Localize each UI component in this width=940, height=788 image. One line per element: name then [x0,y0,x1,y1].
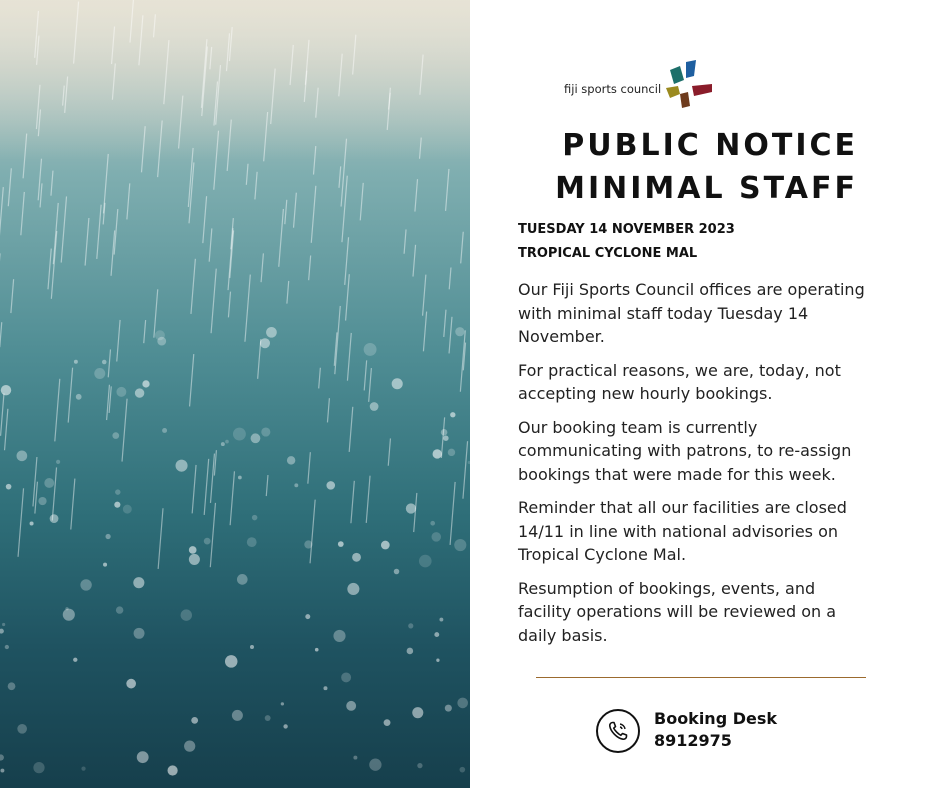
rain-streak [309,255,311,280]
splash-droplet [2,623,5,626]
rain-streak [158,508,163,569]
splash-droplet [50,514,59,523]
splash-droplet [133,577,144,588]
rain-streak [8,168,11,206]
rain-streak [347,333,351,381]
splash-droplet [443,436,448,441]
splash-droplet [281,702,284,705]
rain-streak [287,281,289,304]
splash-droplet [0,769,4,773]
splash-droplet [441,429,448,436]
splash-droplet [326,481,335,490]
rain-streak [190,354,194,406]
splash-droplet [189,546,197,554]
rain-streak [255,172,257,200]
splash-droplet [221,442,225,446]
rain-streak [461,232,464,264]
rain-streak [308,452,311,483]
splash-droplet [370,402,379,411]
splash-droplet [56,460,60,464]
rain-streak [444,310,446,337]
splash-droplet [352,553,361,562]
splash-droplet [455,327,464,336]
splash-droplet [369,759,381,771]
rain-streak [345,237,349,285]
rain-streak [71,479,75,530]
splash-droplet [8,682,16,690]
title-line-2: MINIMAL STAFF [555,171,858,206]
divider [536,677,866,678]
rain-streak [423,312,426,352]
splash-droplet [0,754,4,760]
rain-streak [52,467,56,520]
splash-droplet [0,629,4,634]
paragraph-4: Reminder that all our facilities are closed 14/11 in line with national advisories on Tropical Cyclone Mal. [518,498,847,564]
notice-event: TROPICAL CYCLONE MAL [518,246,698,261]
rain-streak [360,183,363,221]
rain-streak [51,231,56,299]
rain-streak [414,493,417,532]
splash-droplet [394,569,400,575]
logo-text: fiji sports council [564,82,662,96]
splash-droplet [431,532,441,542]
splash-droplet [134,628,145,639]
splash-droplet [5,645,9,649]
splash-droplet [112,432,119,439]
splash-droplet [448,449,455,456]
splash-droplet [126,679,136,689]
rain-streak [463,441,468,499]
splash-droplet [381,541,390,550]
rain-streak [117,320,120,362]
splash-droplet [181,609,192,620]
splash-droplet [225,655,238,668]
splash-droplet [353,756,357,760]
splash-droplet [417,763,422,768]
splash-droplet [123,505,132,514]
splash-droplet [38,497,46,505]
rain-streak [319,368,321,389]
paragraph-1: Our Fiji Sports Council offices are operating with minimal staff today Tuesday 14 November. [518,280,865,346]
splash-droplet [184,741,195,752]
splash-droplet [459,767,465,773]
fiji-sports-council-logo [564,58,724,112]
splash-droplet [115,489,120,494]
notice-title [555,124,858,210]
splash-droplet [237,574,248,585]
splash-droplet [44,478,54,488]
rain-streak [279,209,284,267]
rain-streak [413,245,416,277]
splash-droplet [305,614,310,619]
rain-streak [285,200,287,224]
rain-streak [35,482,38,514]
rain-streak [18,488,23,556]
splash-droplet [407,648,414,655]
booking-desk-number[interactable]: 8912975 [654,731,732,750]
paragraph-2: For practical reasons, we are, today, not accepting new hourly bookings. [518,360,841,403]
splash-droplet [450,412,455,417]
splash-droplet [63,609,75,621]
rain-streak [450,482,455,545]
splash-droplet [436,659,439,662]
paragraph-3: Our booking team is currently communicating with patrons, to re-assign bookings that were made for this week. [518,417,852,484]
splash-droplet [103,563,107,567]
rain-streak [0,187,3,236]
splash-droplet [191,717,198,724]
rain-streak [203,196,207,243]
splash-droplet [225,440,229,444]
splash-droplet [408,623,413,628]
splash-droplet [433,449,442,458]
rain-streak [1,393,4,436]
rain-streak [68,368,72,423]
splash-droplet [333,630,345,642]
rain-streak [423,275,426,316]
rain-streak [51,171,53,196]
rain-streak [191,259,195,314]
rain-streak [366,476,370,523]
rain-streak [40,183,42,207]
splash-droplet [457,698,468,709]
splash-droplet [250,645,254,649]
splash-droplet [137,751,149,763]
splash-droplet [176,460,188,472]
splash-droplet [266,327,277,338]
rain-streak [404,229,406,253]
splash-droplet [155,330,165,340]
splash-droplet [283,724,287,728]
splash-droplet [238,476,242,480]
rain-streak [61,196,66,262]
splash-droplet [105,534,110,539]
splash-droplet [304,540,312,548]
rain-streak [127,183,130,219]
booking-desk-label: Booking Desk [654,709,778,728]
splash-droplet [430,521,435,526]
splash-droplet [439,618,443,622]
rain-streak [369,368,372,402]
splash-droplet [412,707,423,718]
rain-streak [230,471,234,525]
splash-droplet [406,503,416,513]
rain-streak [144,320,146,343]
rain-streak [311,186,316,243]
splash-droplet [315,648,319,652]
splash-droplet [65,607,68,610]
rain-streak [192,465,196,513]
splash-droplet [167,765,177,775]
splash-droplet [392,378,403,389]
notice-body [518,278,873,657]
rain-streak [209,228,212,261]
splash-droplet [74,360,78,364]
rain-streak [266,475,268,496]
splash-droplet [1,385,11,395]
rain-streak [449,317,452,354]
rain-streak [0,322,2,347]
rain-streak [5,409,8,450]
rain-streak [339,166,341,187]
splash-droplet [252,515,257,520]
splash-droplet [81,766,85,770]
rain-streak [85,218,89,266]
rain-streak [154,289,158,337]
splash-droplet [261,427,270,436]
rain-streak [108,349,110,377]
splash-droplet [341,672,351,682]
rain-streak [210,503,215,567]
splash-droplet [294,483,298,487]
splash-droplet [419,555,432,568]
splash-droplet [162,428,167,433]
splash-droplet [232,710,243,721]
splash-droplet [323,686,327,690]
rain-streak [210,454,214,503]
splash-droplet [116,387,126,397]
splash-droplet [247,537,257,547]
rain-streak [246,164,248,185]
splash-droplet [17,724,27,734]
phone-icon [596,709,640,753]
rain-streak [261,253,263,282]
notice-date: TUESDAY 14 NOVEMBER 2023 [518,222,735,237]
splash-droplet [73,658,77,662]
splash-droplet [6,484,12,490]
splash-droplet [189,554,200,565]
rain-streak [122,399,127,462]
notice-panel [470,0,940,788]
rain-streak [446,169,449,211]
rain-streak [245,275,250,342]
phone-glyph-icon [606,719,630,743]
rain-streak [310,500,315,564]
splash-droplet [347,583,359,595]
splash-droplet [135,388,144,397]
rain-streak [107,385,110,420]
splash-droplet [33,762,44,773]
splash-droplet [233,428,246,441]
rain-streak [48,249,51,290]
rain-streak [346,274,350,320]
splash-droplet [116,606,123,613]
rain-streak [335,306,340,374]
rain-streak [21,192,24,235]
splash-droplet [287,456,295,464]
rain-streak [349,407,353,452]
splash-droplet [260,338,270,348]
splash-droplet [102,360,107,365]
splash-droplet [251,433,261,443]
rain-streak [204,459,208,515]
rain-streak [388,438,390,465]
splash-droplet [384,719,391,726]
splash-droplet [454,539,466,551]
rain-streak [364,360,366,390]
logo-mark-icon [662,58,718,112]
rain-streak [415,179,418,211]
splash-droplet [265,715,271,721]
splash-droplet [364,343,377,356]
splash-droplet [30,521,34,525]
paragraph-5: Resumption of bookings, events, and facility operations will be reviewed on a daily basis. [518,578,837,645]
splash-droplet [80,579,91,590]
rain-streak [211,269,216,334]
rain-streak [294,193,297,228]
rain-streak [327,398,329,422]
splash-droplet [338,541,344,547]
rain-streak [55,379,60,442]
splash-droplet [204,538,211,545]
splash-droplet [17,450,28,461]
title-line-1: PUBLIC NOTICE [562,128,858,163]
rain-streak [228,292,230,318]
rain-streak [53,203,58,264]
splash-droplet [114,502,120,508]
splash-droplet [76,394,82,400]
splash-droplet [94,368,105,379]
rain-streak [97,205,101,259]
rain-streak [449,268,451,290]
splash-droplet [142,380,149,387]
splash-droplet [434,632,439,637]
splash-droplet [346,701,356,711]
splash-droplet [445,705,452,712]
rain-streak [351,481,354,523]
rain-streak [11,279,14,313]
